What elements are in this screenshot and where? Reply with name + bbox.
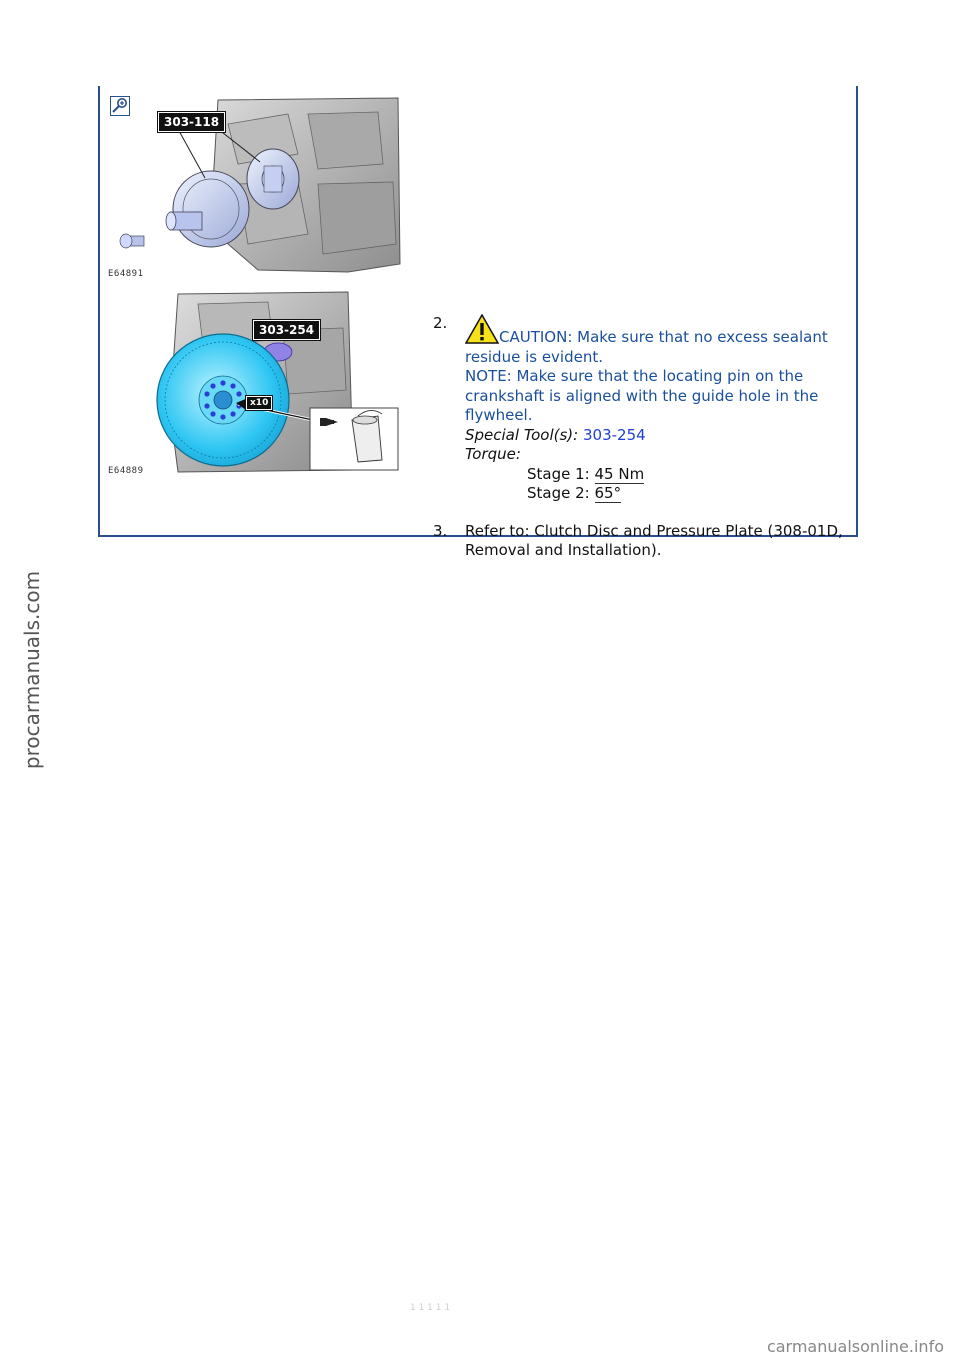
stage-value: 65°	[594, 484, 622, 502]
bolt-count-label: x10	[246, 396, 272, 410]
engine-tool-illustration	[108, 94, 403, 282]
torque-label: Torque:	[465, 445, 521, 463]
figure-e64891	[108, 94, 403, 282]
step-number: 3.	[433, 521, 448, 540]
step-number: 2.	[433, 314, 448, 332]
figure-e64889	[108, 290, 403, 475]
step-text: Refer to: Clutch Disc and Pressure Plate (308-01D, Removal and Installation).	[465, 521, 843, 559]
figure-callout: 303-254	[253, 320, 320, 340]
step-2	[433, 314, 853, 504]
page-number: 1 1 1 1 1	[410, 1303, 451, 1313]
note-text: NOTE: Make sure that the locating pin on the crankshaft is aligned with the guide hole in the flywheel.	[465, 367, 819, 424]
stage-label: Stage 2:	[527, 484, 590, 502]
watermark-left	[20, 560, 44, 780]
watermark-text: procarmanuals.com	[20, 570, 44, 770]
torque-stage-1	[465, 465, 853, 485]
special-tool-link[interactable]: 303-254	[583, 425, 646, 444]
watermark-bottom: carmanualsonline.info	[766, 1337, 944, 1356]
figure-code: E64891	[108, 269, 144, 279]
figure-code: E64889	[108, 466, 144, 476]
flywheel-illustration	[108, 290, 403, 475]
stage-label: Stage 1:	[527, 464, 590, 483]
torque-stage-2	[465, 484, 853, 504]
figure-callout: 303-118	[158, 112, 225, 132]
procedure-panel	[98, 86, 858, 559]
procedure-steps	[433, 314, 853, 561]
stage-value: 45 Nm	[594, 464, 645, 483]
step-3	[433, 522, 853, 561]
special-tools-label: Special Tool(s):	[465, 425, 579, 444]
caution-text: CAUTION: Make sure that no excess sealant residue is evident.	[465, 328, 828, 366]
warning-icon	[465, 314, 499, 344]
